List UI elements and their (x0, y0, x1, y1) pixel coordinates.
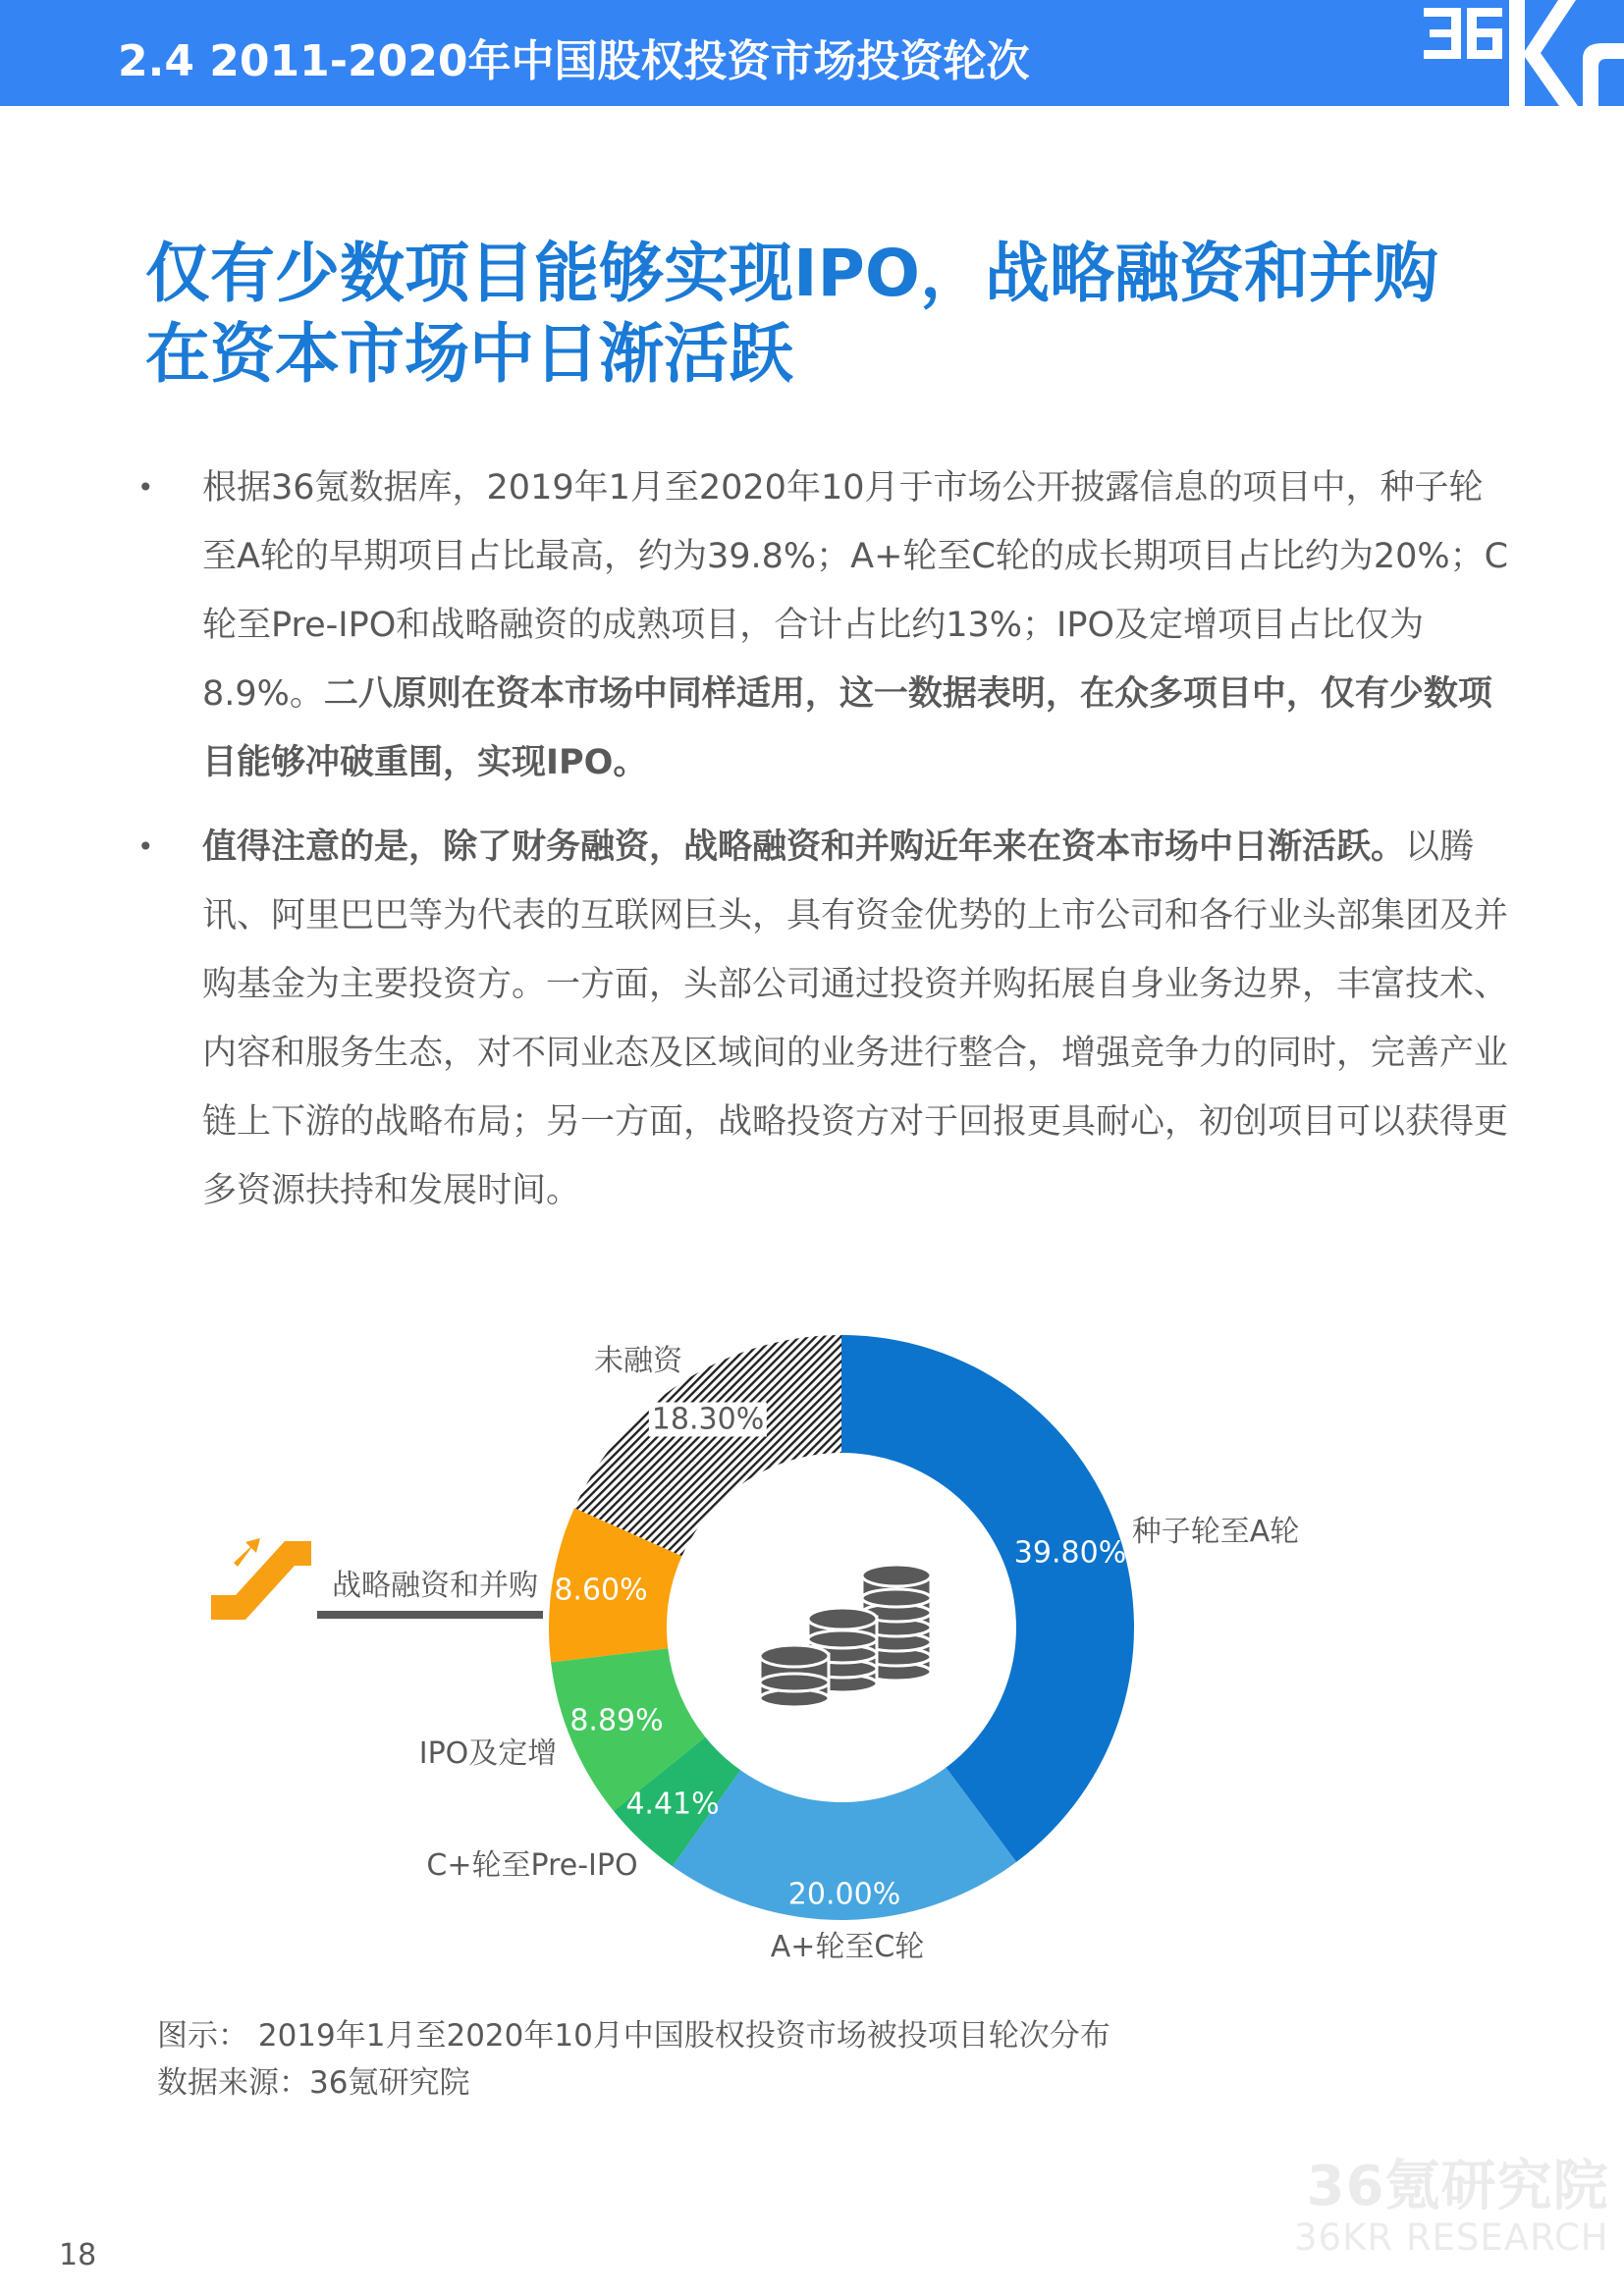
slice-value-unfunded: 18.30% (649, 1403, 767, 1437)
page-headline (145, 234, 1540, 395)
highlight-underline (317, 1611, 543, 1619)
bullet-paragraph-1 (137, 454, 1512, 797)
slice-label-unfunded: 未融资 (594, 1344, 682, 1378)
slice-label-strategic: 战略融资和并购 (332, 1569, 538, 1603)
section-title: 2.4 2011-2020年中国股权投资市场投资轮次 (118, 36, 1030, 86)
slice-label-aplus-c: A+轮至C轮 (770, 1930, 925, 1964)
slice-label-cplus-preipo: C+轮至Pre-IPO (426, 1848, 638, 1883)
slice-value-aplus-c: 20.00% (787, 1877, 901, 1912)
watermark-cn: 36氪研究院 (1306, 2155, 1609, 2218)
bullet-paragraph-2 (137, 813, 1512, 1225)
figure-caption (157, 2012, 1110, 2107)
slice-value-seed-a: 39.80% (1013, 1535, 1127, 1571)
watermark (1294, 2156, 1609, 2258)
escalator-up-icon (211, 1538, 311, 1620)
figure-title: 图示： 2019年1月至2020年10月中国股权投资市场被投项目轮次分布 (157, 2018, 1110, 2054)
36kr-logo-icon (1414, 0, 1624, 106)
slice-label-seed-a: 种子轮至A轮 (1131, 1515, 1300, 1549)
donut-chart (0, 1276, 1624, 1983)
data-source: 数据来源：36氪研究院 (157, 2065, 470, 2101)
paragraph-bold-text: 二八原则在资本市场中同样适用，这一数据表明，在众多项目中，仅有少数项目能够冲破重围，实现IPO。 (202, 674, 1492, 782)
paragraph-bold-text: 值得注意的是，除了财务融资，战略融资和并购近年来在资本市场中日渐活跃。 (202, 828, 1406, 867)
slice-label-ipo: IPO及定增 (418, 1736, 558, 1771)
header-bar (0, 0, 1624, 106)
slice-value-strategic: 8.60% (554, 1573, 648, 1608)
slice-value-ipo: 8.89% (569, 1703, 664, 1738)
watermark-en: 36KR RESEARCH (1294, 2216, 1609, 2259)
slice-value-cplus-preipo: 4.41% (625, 1787, 720, 1822)
bullet-dot: • (137, 830, 154, 863)
paragraph-text: 根据36氪数据库，2019年1月至2020年10月于市场公开披露信息的项目中，种子轮至A轮的早期项目占比最高，约为39.8%；A+轮至C轮的成长期项目占比约为20%；C轮至Pre-IPO和战略融资的成熟项目，合计占比约13%；IPO及定增项目占比仅为8.9%。 (202, 468, 1509, 714)
headline-line-1: 仅有少数项目能够实现IPO，战略融资和并购 (145, 236, 1439, 311)
page-number: 18 (59, 2238, 97, 2272)
body-bullet-list (137, 454, 1512, 1225)
paragraph-text: 以腾讯、阿里巴巴等为代表的互联网巨头，具有资金优势的上市公司和各行业头部集团及并购基金为主要投资方。一方面，头部公司通过投资并购拓展自身业务边界，丰富技术、内容和服务生态，对不同业态及区域间的业务进行整合，增强竞争力的同时，完善产业链上下游的战略布局；另一方面，战略投资方对于回报更具耐心，初创项目可以获得更多资源扶持和发展时间。 (202, 828, 1509, 1210)
bullet-dot: • (137, 471, 154, 504)
headline-line-2: 在资本市场中日渐活跃 (145, 316, 793, 392)
coin-stacks-icon (760, 1565, 931, 1707)
